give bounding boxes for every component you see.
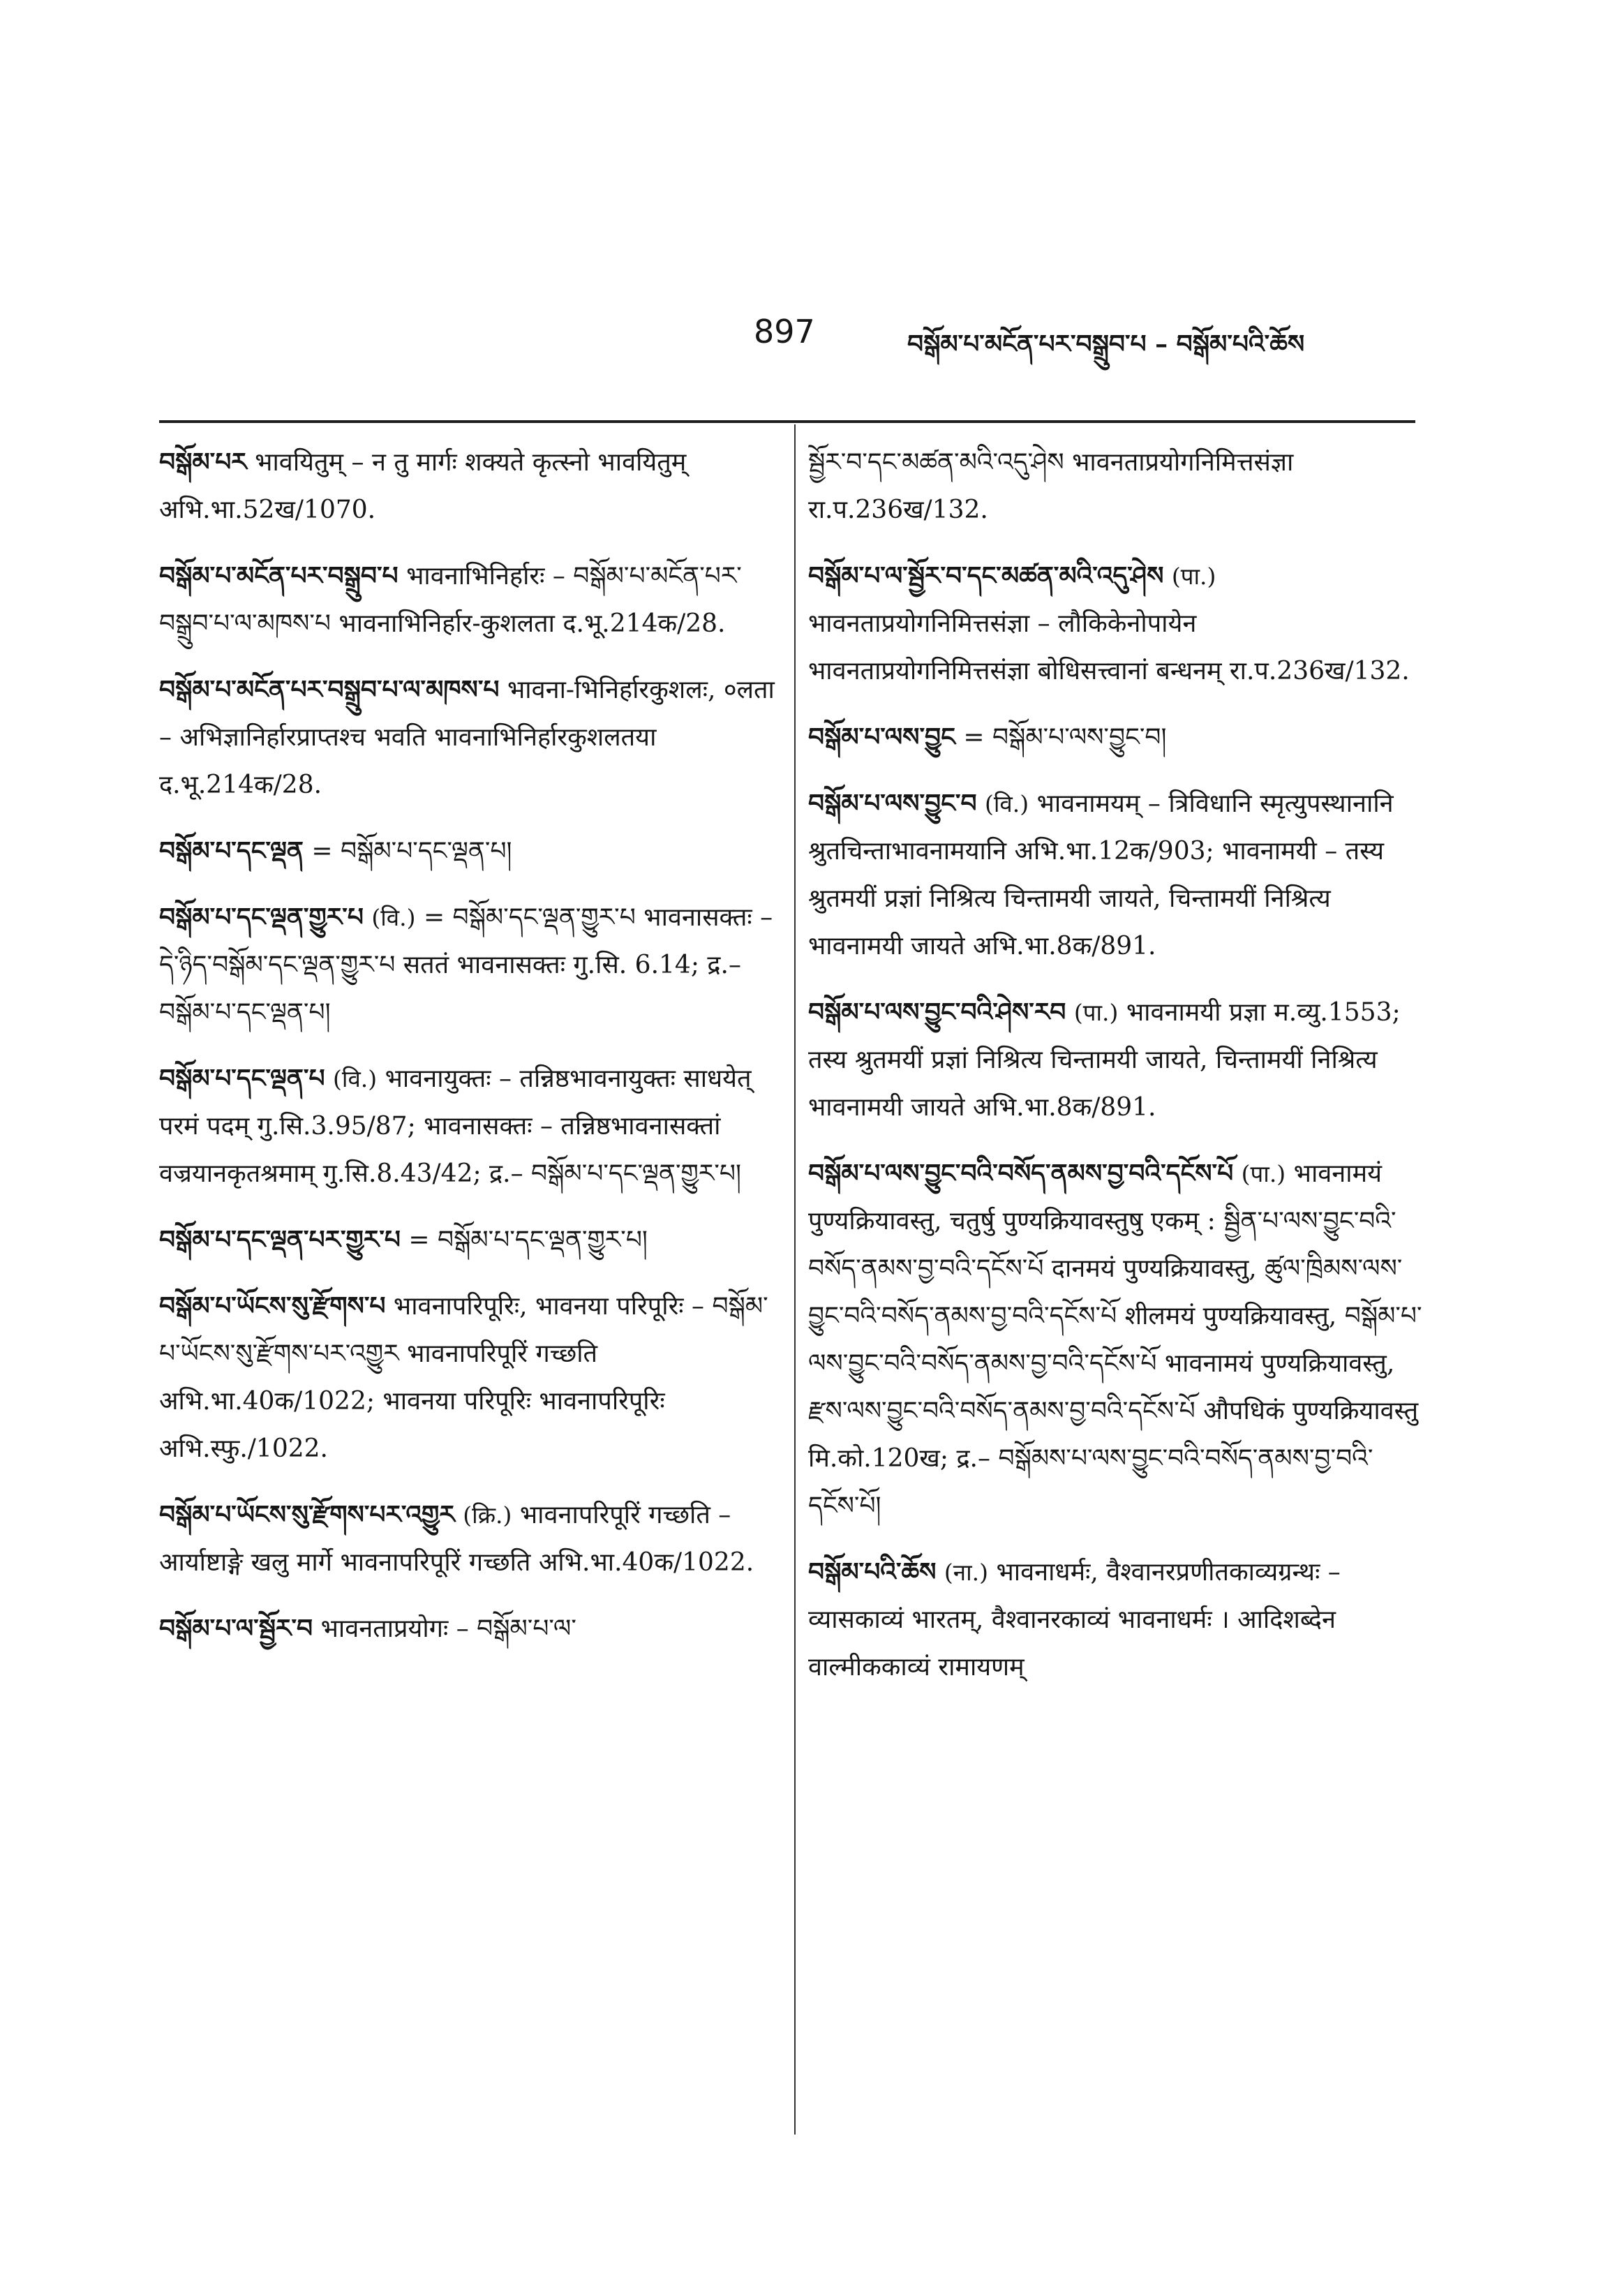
dictionary-entry: [159, 552, 780, 648]
entry-definition: སྦྱོར་བ་དང་མཚན་མའི་འདུ་ཤེས भावनताप्रयोगनिमित्तसंज्ञा रा.प.236ख/132.: [808, 448, 1294, 524]
entry-definition: = བསྒོམ་དང་ལྡན་གྱུར་པ भावनासक्तः – དེ་ཉིད་བསྒོམ་དང་ལྡན་གྱུར་པ सततं भावनासक्तः गु.सि. 6.14; द्र.– བསྒོམ་པ་དང་ལྡན་པ།: [159, 903, 773, 1027]
entry-definition: भावनामयम् – त्रिविधानि स्मृत्युपस्थानानि श्रुतचिन्ताभावनामयानि अभि.भा.12क/903; भावनामयी – तस्य श्रुतमयीं प्रज्ञां निश्रित्य चिन्तामयी जायते, चिन्तामयीं निश्रित्य भावनामयी जायते अभि.भा.8क/891.: [808, 789, 1394, 960]
left-column: [159, 438, 780, 1671]
entry-definition: भावनापरिपूरिः, भावनया परिपूरिः – བསྒོམ་པ་ཡོངས་སུ་རྫོགས་པར་འགྱུར भावनापरिपूरिं गच्छति अभि.भा.40क/1022; भावनया परिपूरिः भावनापरिपूरिः अभि.स्फु./1022.: [159, 1292, 768, 1463]
entry-headword: བསྒོམ་པ་དང་ལྡན་པར་གྱུར་པ: [159, 1225, 401, 1254]
dictionary-entry: [159, 1282, 780, 1473]
entry-grammar-tag: (वि.): [333, 1065, 378, 1092]
dictionary-entry: [159, 1216, 780, 1264]
entry-headword: བསྒོམ་པ་ལས་བྱུང་བའི་ཤེས་རབ: [808, 997, 1066, 1027]
entry-definition: भावयितुम् – न तु मार्गः शक्यते कृत्स्नो भावयितुम् अभि.भा.52ख/1070.: [159, 448, 687, 524]
entry-headword: བསྒོམ་པ་དང་ལྡན་པ: [159, 1064, 325, 1093]
entry-headword: བསྒོམ་པ་ཡོངས་སུ་རྫོགས་པ: [159, 1291, 386, 1321]
entry-headword: བསྒོམ་པ་དང་ལྡན: [159, 836, 304, 866]
entry-definition: = བསྒོམ་པ་དང་ལྡན་པ།: [311, 837, 512, 866]
page-number: 897: [754, 313, 815, 350]
entry-grammar-tag: (वि.): [984, 790, 1029, 817]
entry-headword: བསྒོམ་པ་ལས་བྱུང་བ: [808, 789, 977, 818]
entry-headword: བསྒོམ་པ་མངོན་པར་བསྒྲུབ་པ་ལ་མཁས་པ: [159, 675, 500, 704]
dictionary-entry: [159, 438, 780, 534]
entry-definition: भावना-भिनिर्हारकुशलः, ०लता – अभिज्ञानिर्हारप्राप्तश्च भवति भावनाभिनिर्हारकुशलतया द.भू.214क/28.: [159, 676, 775, 799]
entry-grammar-tag: (क्रि.): [463, 1501, 512, 1529]
dictionary-entry: [808, 780, 1422, 970]
entry-definition: भावनाभिनिर्हारः – བསྒོམ་པ་མངོན་པར་བསྒྲུབ་པ་ལ་མཁས་པ भावनाभिनिर्हार-कुशलता द.भू.214क/28.: [159, 562, 742, 638]
dictionary-entry: [159, 1491, 780, 1587]
entry-definition: भावनाधर्मः, वैश्वानरप्रणीतकाव्यग्रन्थः – व्यासकाव्यं भारतम्, वैश्वानरकाव्यं भावनाधर्मः । आदिशब्देन वाल्मीककाव्यं रामायणम्: [808, 1558, 1341, 1682]
entry-definition: = བསྒོམ་པ་དང་ལྡན་གྱུར་པ།: [408, 1226, 648, 1254]
entry-definition: भावनायुक्तः – तन्निष्ठभावनायुक्तः साधयेत् परमं पदम् गु.सि.3.95/87; भावनासक्तः – तन्निष्ठभावनासक्तां वज्रयानकृतश्रमाम् गु.सि.8.43/42; द्र.– བསྒོམ་པ་དང་ལྡན་གྱུར་པ།: [159, 1064, 752, 1188]
entry-headword: བསྒོམ་པའི་ཆོས: [808, 1557, 937, 1587]
entry-headword: བསྒོམ་པ་ལ་སྦྱོར་བ་དང་མཚན་མའི་འདུ་ཤེས: [808, 561, 1164, 591]
entry-headword: བསྒོམ་པ་མངོན་པར་བསྒྲུབ་པ: [159, 561, 398, 591]
entry-definition: भावनताप्रयोगनिमित्तसंज्ञा – लौकिकेनोपायेन भावनताप्रयोगनिमित्तसंज्ञा बोधिसत्त्वानां बन्धनम् रा.प.236ख/132.: [808, 609, 1410, 685]
entry-headword: བསྒོམ་པར: [159, 447, 247, 477]
entry-definition: भावनापरिपूरिं गच्छति – आर्याष्टाङ्गे खलु मार्गे भावनापरिपूरिं गच्छति अभि.भा.40क/1022.: [159, 1501, 754, 1577]
dictionary-entry: [159, 1605, 780, 1653]
dictionary-entry: [159, 666, 780, 809]
dictionary-entry: [808, 988, 1422, 1131]
entry-definition: भावनताप्रयोगः – བསྒོམ་པ་ལ་: [320, 1615, 576, 1643]
entry-headword: བསྒོམ་པ་དང་ལྡན་གྱུར་པ: [159, 903, 364, 932]
right-column: [808, 438, 1422, 1709]
column-divider: [794, 424, 796, 2135]
running-head: བསྒོམ་པ་མངོན་པར་བསྒྲུབ་པ – བསྒོམ་པའི་ཆོས: [907, 329, 1305, 359]
entry-headword: བསྒོམ་པ་ལས་བྱུང: [808, 722, 955, 752]
entry-definition: भावनामयी प्रज्ञा म.व्यु.1553; तस्य श्रुतमयीं प्रज्ञां निश्रित्य चिन्तामयी जायते, चिन्तामयीं निश्रित्य भावनामयी जायते अभि.भा.8क/891.: [808, 998, 1401, 1122]
entry-definition: = བསྒོམ་པ་ལས་བྱུང་བ།: [963, 723, 1167, 752]
dictionary-entry: [159, 827, 780, 875]
entry-grammar-tag: (पा.): [1073, 999, 1119, 1026]
dictionary-entry: [159, 893, 780, 1037]
entry-grammar-tag: (ना.): [944, 1559, 989, 1586]
entry-headword: བསྒོམ་པ་ལས་བྱུང་བའི་བསོད་ནམས་བྱ་བའི་དངོས་པོ: [808, 1159, 1234, 1188]
entry-grammar-tag: (पा.): [1171, 563, 1216, 590]
dictionary-entry: [808, 438, 1422, 534]
header-rule: [159, 420, 1415, 423]
entry-grammar-tag: (पा.): [1241, 1160, 1286, 1187]
dictionary-entry: [808, 552, 1422, 695]
dictionary-entry: [808, 1150, 1422, 1530]
dictionary-entry: [808, 713, 1422, 762]
dictionary-entry: [808, 1548, 1422, 1691]
dictionary-entry: [159, 1055, 780, 1198]
entry-grammar-tag: (वि.): [371, 904, 416, 931]
entry-headword: བསྒོམ་པ་ལ་སྦྱོར་བ: [159, 1614, 313, 1643]
entry-definition: भावनामयं पुण्यक्रियावस्तु, चतुर्षु पुण्यक्रियावस्तुषु एकम् : སྦྱིན་པ་ལས་བྱུང་བའི་བསོད་ནམས་བྱ་བའི་དངོས་པོ दानमयं पुण्यक्रियावस्तु, ཚུལ་ཁྲིམས་ལས་བྱུང་བའི་བསོད་ནམས་བྱ་བའི་དངོས་པོ शीलमयं पुण्यक्रियावस्तु, བསྒོམ་པ་ལས་བྱུང་བའི་བསོད་ནམས་བྱ་བའི་དངོས་པོ भावनामयं पुण्यक्रियावस्तु, རྫས་ལས་བྱུང་བའི་བསོད་ནམས་བྱ་བའི་དངོས་པོ औपधिकं पुण्यक्रियावस्तु मि.को.120ख; द्र.– བསྒོམས་པ་ལས་བྱུང་བའི་བསོད་ནམས་བྱ་བའི་དངོས་པོ།: [808, 1159, 1422, 1520]
entry-headword: བསྒོམ་པ་ཡོངས་སུ་རྫོགས་པར་འགྱུར: [159, 1500, 455, 1529]
